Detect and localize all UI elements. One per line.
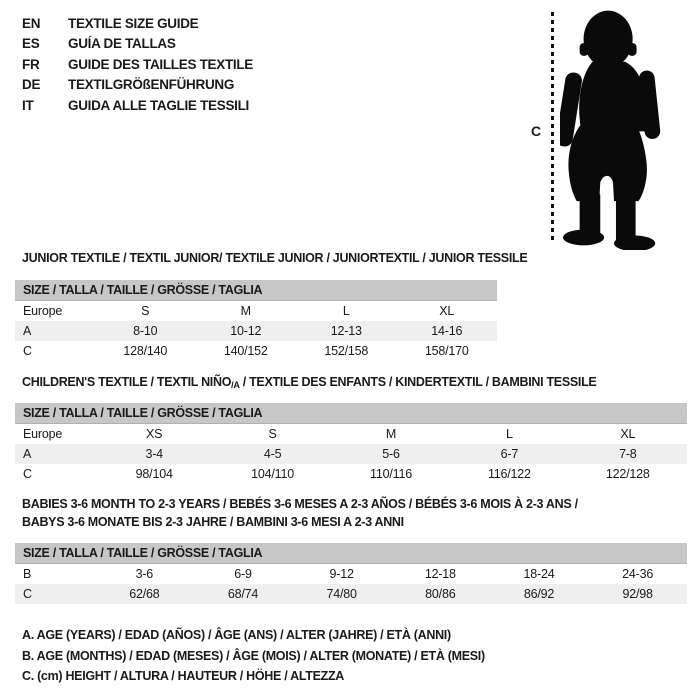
table-cell: L <box>342 304 350 318</box>
children-size-table <box>15 403 687 484</box>
table-cell: 9-12 <box>329 567 354 581</box>
table-header-bar: SIZE / TALLA / TAILLE / GRÖSSE / TAGLIA <box>15 403 687 424</box>
table-row-months <box>15 564 687 584</box>
table-cell: 92/98 <box>622 587 653 601</box>
table-cell: 152/158 <box>324 344 369 358</box>
table-cell: 98/104 <box>135 467 173 481</box>
title-line-1: BABIES 3-6 MONTH TO 2-3 YEARS / BEBÉS 3-6 MESES A 2-3 AÑOS / BÉBÉS 3-6 MOIS À 2-3 ANS / <box>22 497 578 511</box>
junior-size-table <box>15 280 497 361</box>
table-cell: 7-8 <box>619 447 637 461</box>
table-cell: S <box>141 304 150 318</box>
language-code: FR <box>22 56 40 72</box>
footnote-b: B. AGE (MONTHS) / EDAD (MESES) / ÂGE (MOIS) / ALTER (MONATE) / ETÀ (MESI) <box>22 648 485 663</box>
row-label: Europe <box>23 427 63 441</box>
language-code: DE <box>22 77 41 93</box>
table-header-bar: SIZE / TALLA / TAILLE / GRÖSSE / TAGLIA <box>15 543 687 564</box>
language-row-it <box>22 95 253 116</box>
table-cell: 3-4 <box>145 447 163 461</box>
table-cell: 24-36 <box>622 567 654 581</box>
table-cell: 5-6 <box>382 447 400 461</box>
table-cell: 110/116 <box>370 467 412 481</box>
table-cell: 140/152 <box>223 344 268 358</box>
height-measure-label: C <box>531 123 542 139</box>
language-title: TEXTILGRÖßENFÜHRUNG <box>68 77 235 93</box>
table-cell: 86/92 <box>523 587 555 601</box>
table-cell: 4-5 <box>263 447 282 461</box>
section-title-junior: JUNIOR TEXTILE / TEXTIL JUNIOR/ TEXTILE JUNIOR / JUNIORTEXTIL / JUNIOR TESSILE <box>22 251 528 265</box>
table-row-europe <box>15 424 687 444</box>
title-line-2: BABYS 3-6 MONATE BIS 2-3 JAHRE / BAMBINI 3-6 MESI A 2-3 ANNI <box>22 515 404 529</box>
table-row-europe <box>15 301 497 321</box>
language-code: IT <box>22 97 34 113</box>
table-row-age <box>15 321 497 341</box>
row-label: A <box>23 324 32 338</box>
row-label: C <box>23 467 32 481</box>
babies-size-table <box>15 543 687 604</box>
table-cell: 158/170 <box>424 344 469 358</box>
row-label: C <box>23 344 32 358</box>
table-row-height <box>15 464 687 484</box>
title-subscript: /A <box>231 380 240 390</box>
language-code: EN <box>22 15 41 31</box>
table-cell: M <box>240 304 251 318</box>
table-cell: 68/74 <box>227 587 259 601</box>
footnote-a: A. AGE (YEARS) / EDAD (AÑOS) / ÂGE (ANS) / ALTER (JAHRE) / ETÀ (ANNI) <box>22 628 451 642</box>
table-cell: 104/110 <box>251 467 295 481</box>
table-cell: 80/86 <box>425 587 456 601</box>
table-cell: XS <box>146 427 163 441</box>
table-cell: 8-10 <box>133 324 158 338</box>
row-label: B <box>23 567 32 581</box>
table-cell: 74/80 <box>326 587 357 601</box>
table-cell: 12-13 <box>330 324 362 338</box>
row-label: A <box>23 447 32 461</box>
table-cell: 14-16 <box>431 324 463 338</box>
table-cell: 18-24 <box>523 567 555 581</box>
table-cell: L <box>506 427 513 441</box>
language-list <box>22 13 253 116</box>
language-title: GUÍA DE TALLAS <box>68 36 176 52</box>
language-row-es <box>22 34 253 55</box>
table-cell: 116/122 <box>487 467 531 481</box>
language-code: ES <box>22 36 40 52</box>
title-part: CHILDREN'S TEXTILE / TEXTIL NIÑO <box>22 375 232 389</box>
table-cell: 62/68 <box>129 587 160 601</box>
row-label: Europe <box>23 304 63 318</box>
table-cell: XL <box>620 427 636 441</box>
table-cell: S <box>268 427 277 441</box>
language-title: GUIDA ALLE TAGLIE TESSILI <box>68 97 249 113</box>
table-cell: M <box>385 427 397 441</box>
table-cell: 3-6 <box>135 567 154 581</box>
title-part: / TEXTILE DES ENFANTS / KINDERTEXTIL / BAMBINI TESSILE <box>239 375 597 389</box>
table-cell: 128/140 <box>123 344 168 358</box>
table-row-age <box>15 444 687 464</box>
height-measure-dashed-line <box>551 12 554 243</box>
table-header-bar: SIZE / TALLA / TAILLE / GRÖSSE / TAGLIA <box>15 280 497 301</box>
row-label: C <box>23 587 32 601</box>
table-cell: 6-7 <box>500 447 519 461</box>
toddler-silhouette-icon <box>560 6 668 250</box>
section-title-babies <box>22 495 578 531</box>
section-title-children <box>22 373 596 394</box>
language-title: GUIDE DES TAILLES TEXTILE <box>68 56 254 72</box>
language-title: TEXTILE SIZE GUIDE <box>68 15 199 31</box>
footnotes <box>22 628 485 690</box>
table-row-height <box>15 341 497 361</box>
table-cell: 6-9 <box>234 567 252 581</box>
table-cell: XL <box>439 304 455 318</box>
language-row-de <box>22 75 253 96</box>
language-row-en <box>22 13 253 34</box>
table-row-height <box>15 584 687 604</box>
table-cell: 122/128 <box>605 467 650 481</box>
language-row-fr <box>22 54 253 75</box>
table-cell: 10-12 <box>230 324 262 338</box>
footnote-c: C. (cm) HEIGHT / ALTURA / HAUTEUR / HÖHE / ALTEZZA <box>22 669 345 683</box>
table-cell: 12-18 <box>424 567 456 581</box>
